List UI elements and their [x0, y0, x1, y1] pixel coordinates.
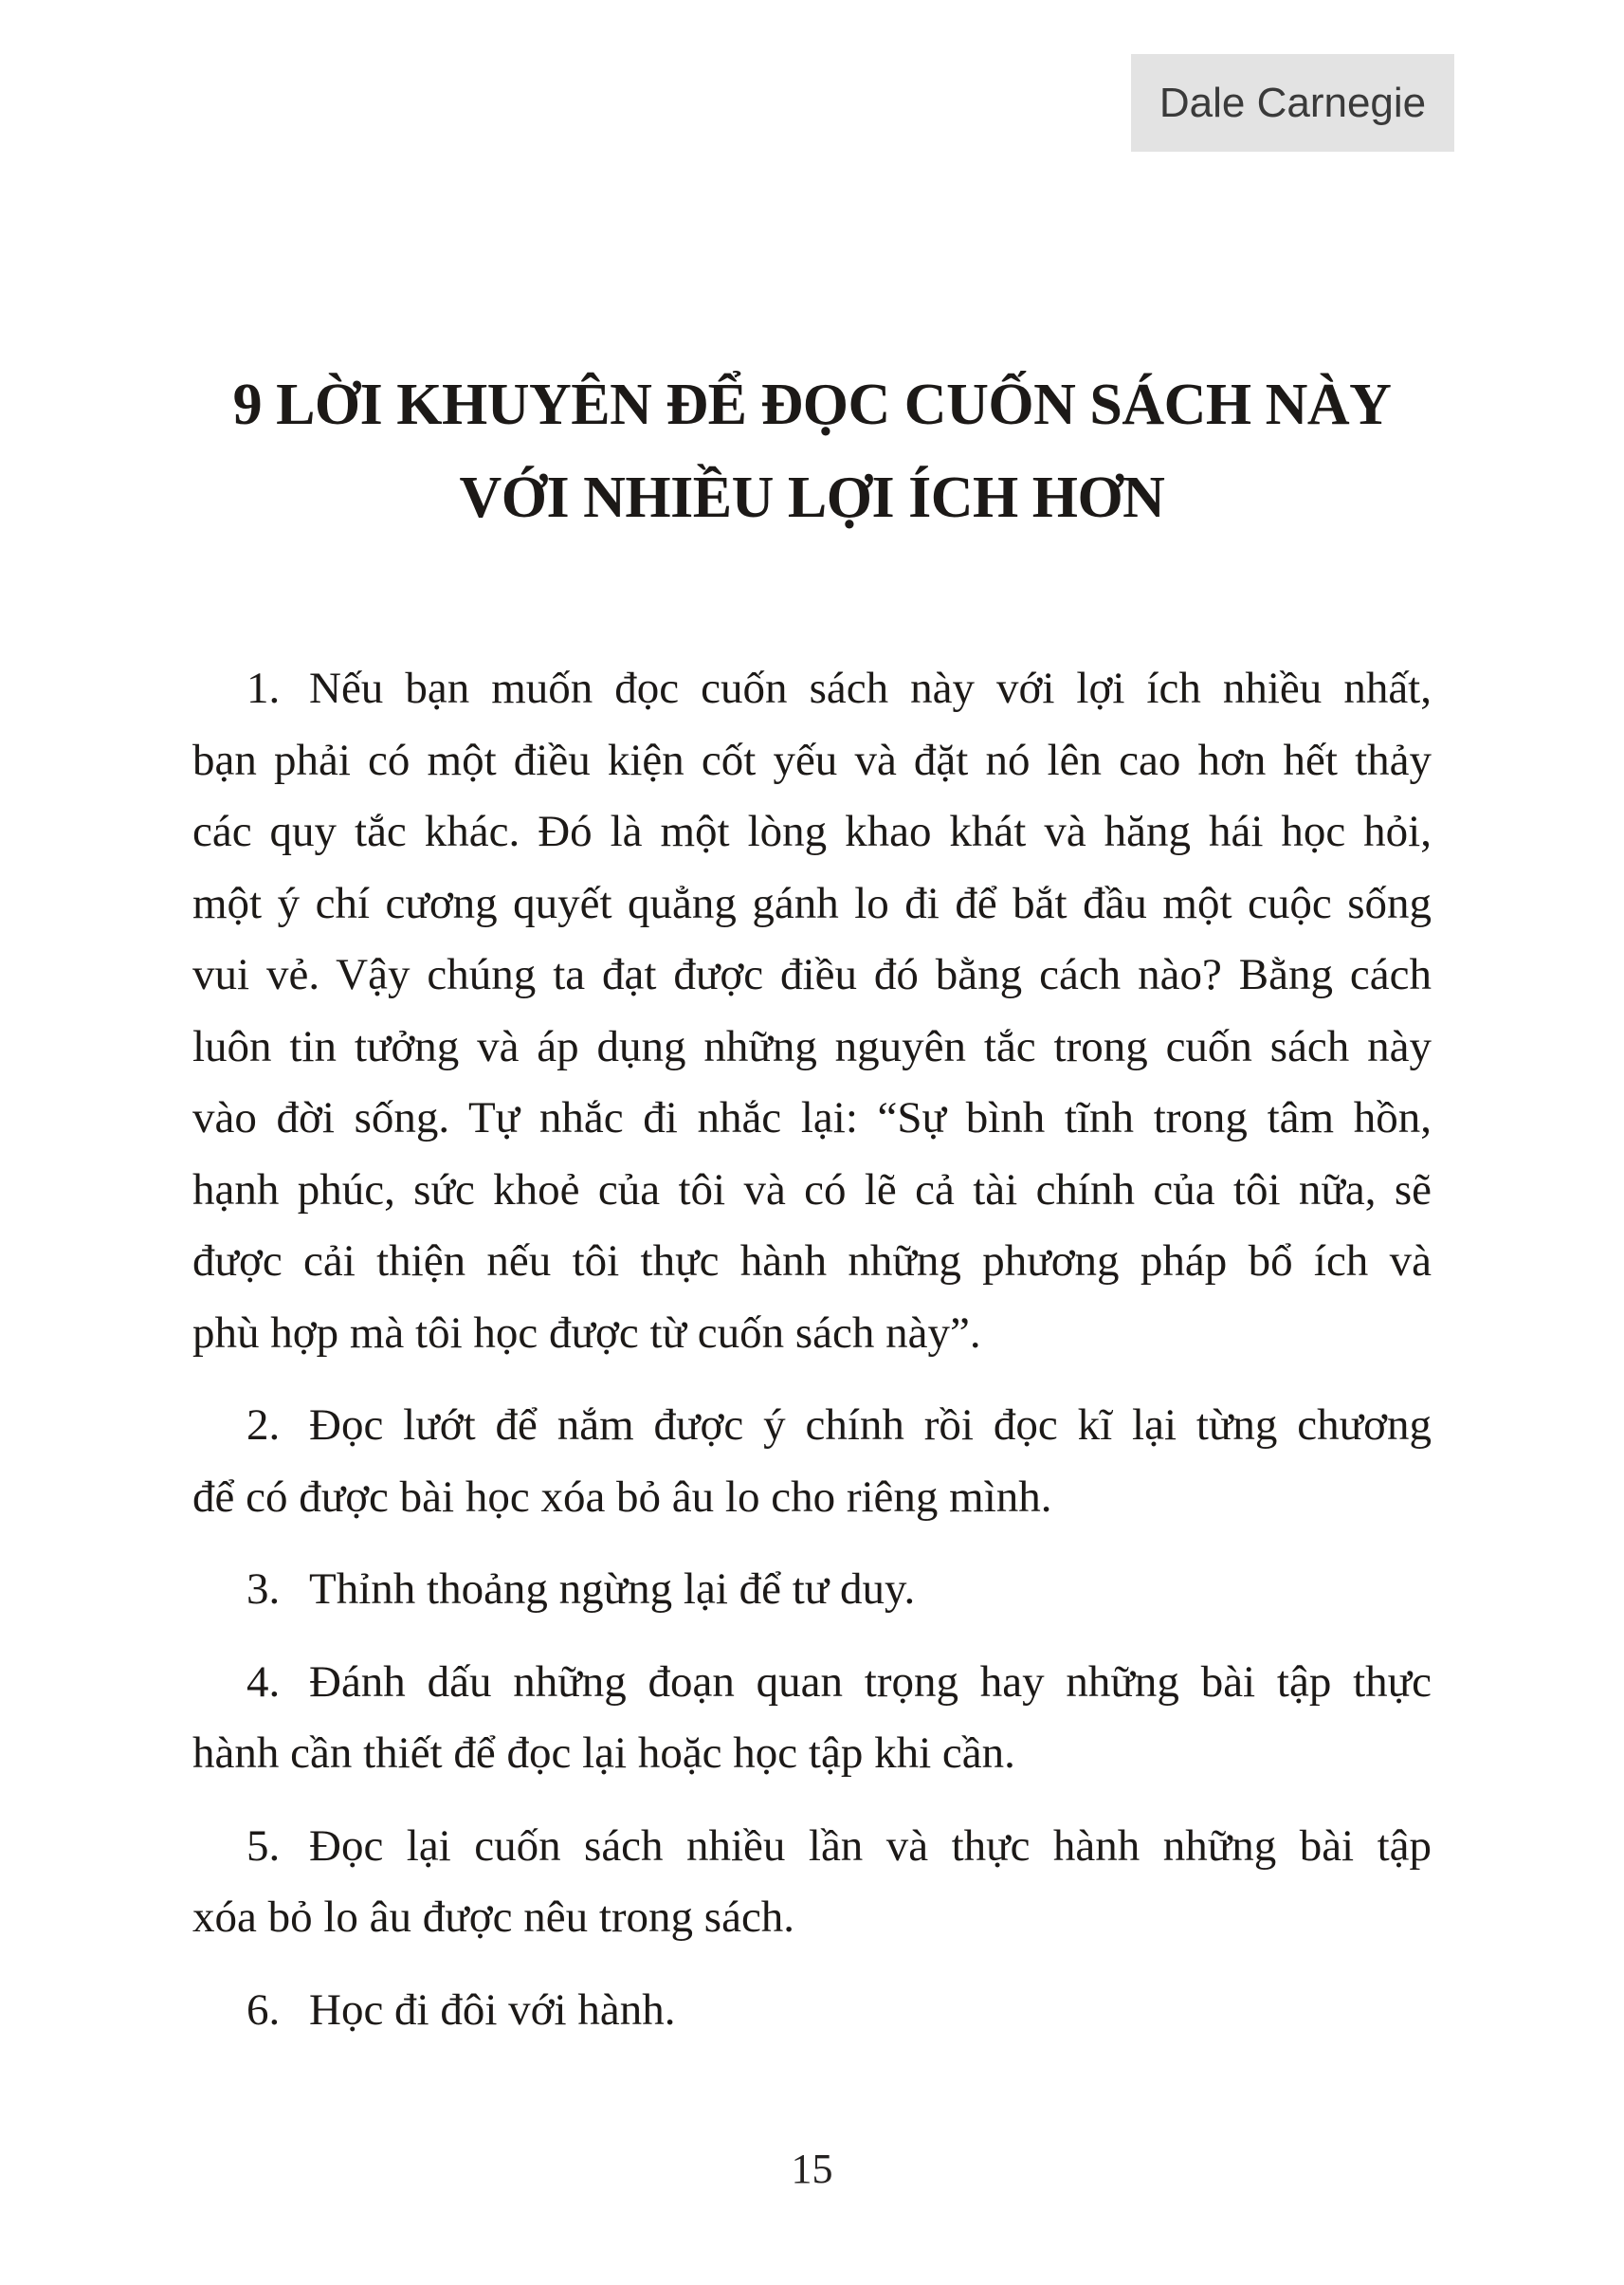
text-line: hạnh phúc, sức khoẻ của tôi và có lẽ cả tài chính của tôi nữa, sẽ — [192, 1164, 1432, 1215]
text-line: một ý chí cương quyết quẳng gánh lo đi để bắt đầu một cuộc sống — [192, 878, 1432, 928]
item-number: 1. — [246, 664, 281, 713]
text-line: bạn phải có một điều kiện cốt yếu và đặt nó lên cao hơn hết thảy — [192, 735, 1432, 785]
advice-item-4 — [192, 1647, 1432, 1790]
item-number: 3. — [246, 1564, 281, 1614]
text-line: 2. Đọc lướt để nắm được ý chính rồi đọc kĩ lại từng chương — [192, 1390, 1432, 1462]
text-line: 5. Đọc lại cuốn sách nhiều lần và thực hành những bài tập — [192, 1811, 1432, 1883]
text-line: vào đời sống. Tự nhắc đi nhắc lại: “Sự bình tĩnh trong tâm hồn, — [192, 1093, 1432, 1142]
item-number: 4. — [246, 1656, 281, 1707]
text-line: các quy tắc khác. Đó là một lòng khao khát và hăng hái học hỏi, — [192, 807, 1432, 856]
chapter-title-line-2: VỚI NHIỀU LỢI ÍCH HƠN — [459, 466, 1165, 530]
advice-list — [192, 653, 1432, 2046]
item-number: 6. — [246, 1984, 281, 2035]
advice-item-5 — [192, 1811, 1432, 1954]
advice-item-2 — [192, 1390, 1432, 1533]
text-line: để có được bài học xóa bỏ âu lo cho riêng mình. — [192, 1472, 1052, 1522]
advice-item-3 — [192, 1554, 1432, 1626]
author-header — [1131, 54, 1454, 152]
text-line: 6. Học đi đôi với hành. — [192, 1975, 1432, 2047]
text-line: hành cần thiết để đọc lại hoặc học tập khi cần. — [192, 1728, 1015, 1778]
text-line: 4. Đánh dấu những đoạn quan trọng hay những bài tập thực — [192, 1647, 1432, 1719]
text-line: luôn tin tưởng và áp dụng những nguyên tắc trong cuốn sách này — [192, 1021, 1432, 1071]
text-line: 3. Thỉnh thoảng ngừng lại để tư duy. — [192, 1554, 1432, 1626]
author-name: Dale Carnegie — [1159, 79, 1427, 126]
text-line: phù hợp mà tôi học được từ cuốn sách này”. — [192, 1307, 981, 1358]
text-line: vui vẻ. Vậy chúng ta đạt được điều đó bằng cách nào? Bằng cách — [192, 950, 1432, 999]
text-line: xóa bỏ lo âu được nêu trong sách. — [192, 1892, 795, 1942]
chapter-title-line-1: 9 LỜI KHUYÊN ĐỂ ĐỌC CUỐN SÁCH NÀY — [232, 373, 1392, 437]
item-number: 5. — [246, 1820, 281, 1871]
text-line: được cải thiện nếu tôi thực hành những phương pháp bổ ích và — [192, 1236, 1432, 1286]
advice-item-1 — [192, 653, 1432, 1369]
advice-item-6 — [192, 1975, 1432, 2047]
item-number: 2. — [246, 1400, 281, 1450]
text-line: 1. Nếu bạn muốn đọc cuốn sách này với lợi ích nhiều nhất, — [192, 653, 1432, 725]
chapter-title — [85, 358, 1539, 544]
page-number: 15 — [791, 2146, 833, 2192]
